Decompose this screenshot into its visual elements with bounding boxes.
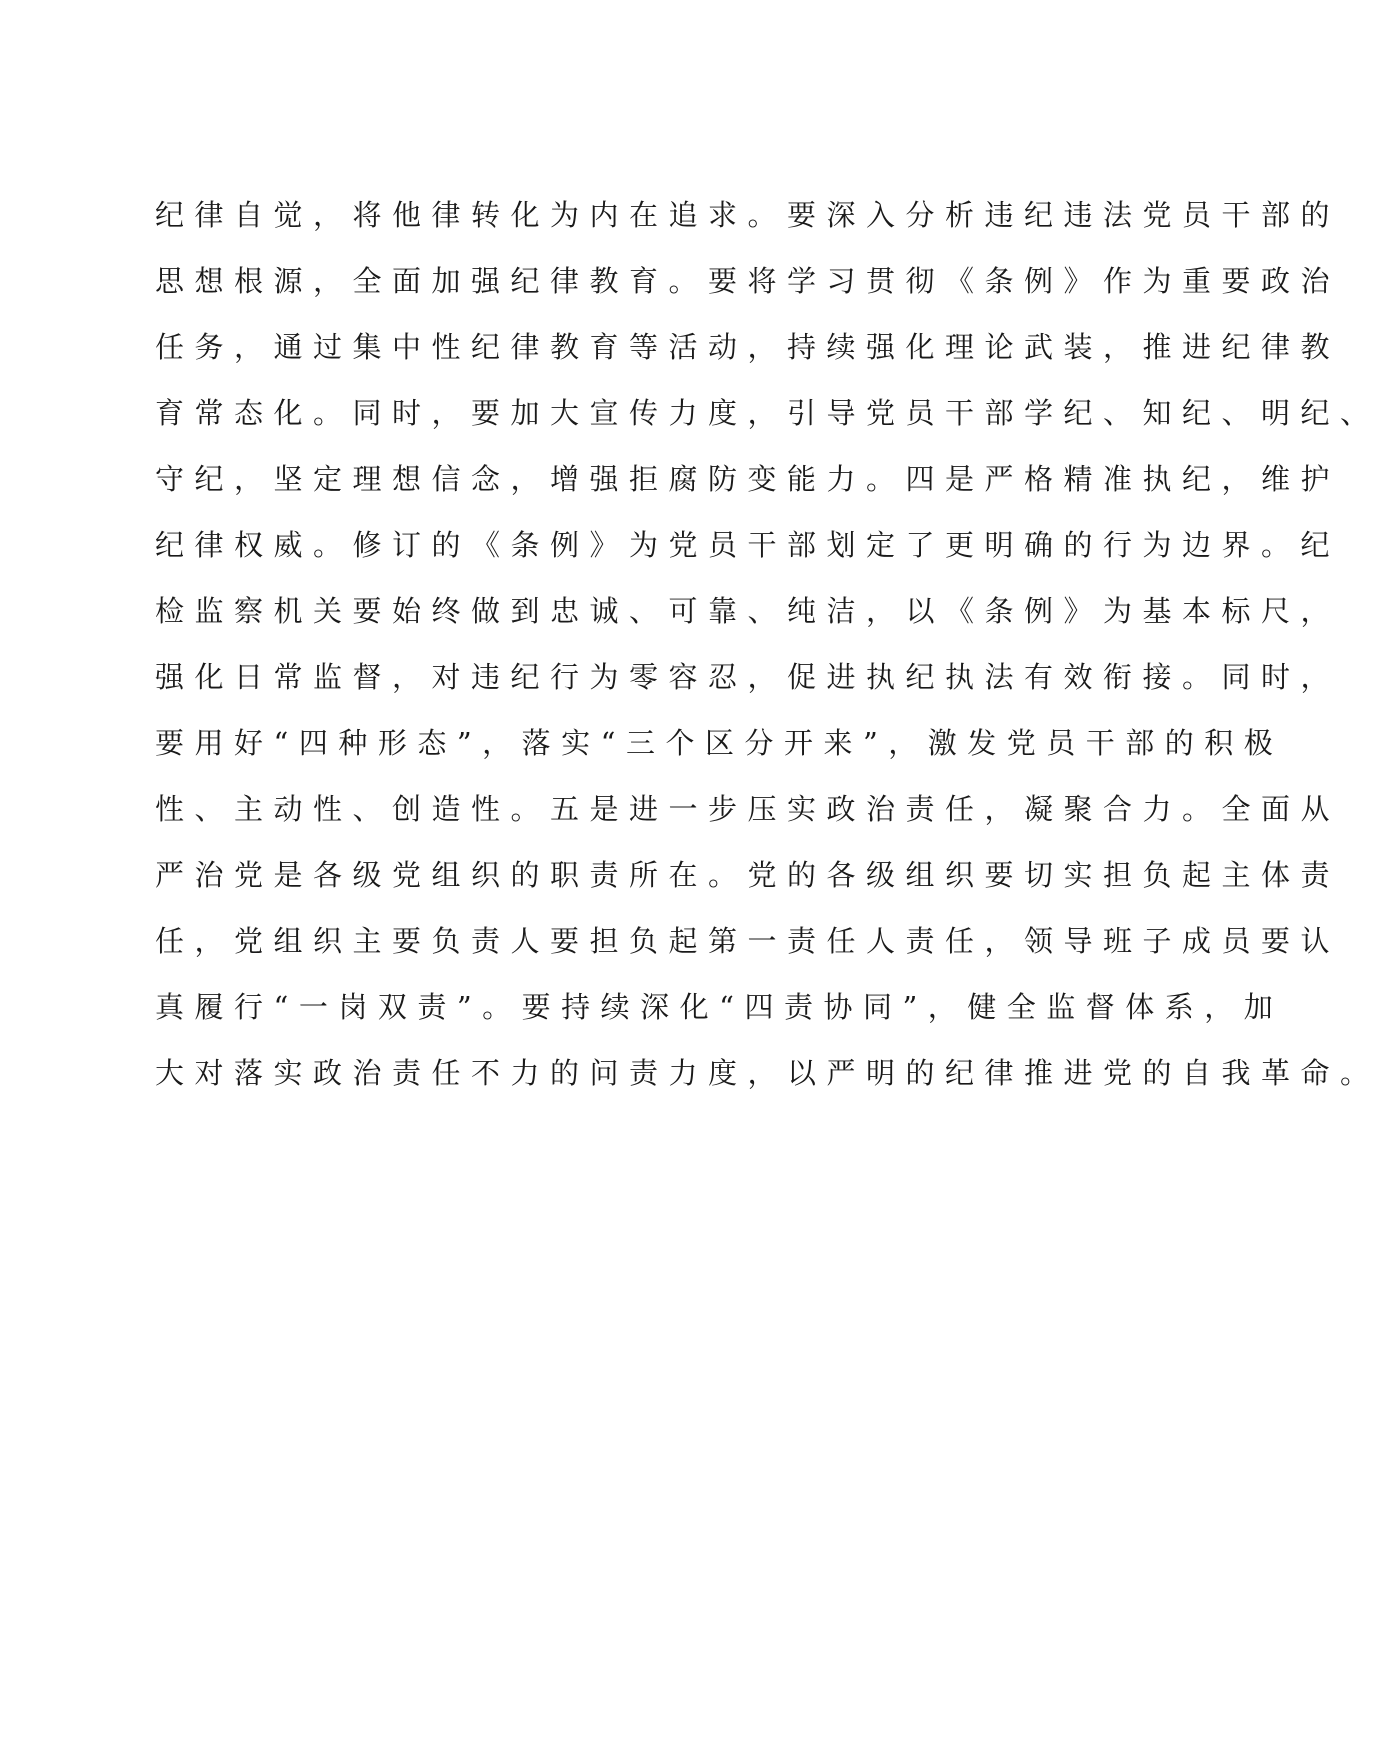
paragraph-line-11: 严治党是各级党组织的职责所在。党的各级组织要切实担负起主体责 (155, 858, 1341, 892)
paragraph-line-2: 思想根源，全面加强纪律教育。要将学习贯彻《条例》作为重要政治 (155, 264, 1341, 298)
paragraph-line-6: 纪律权威。修订的《条例》为党员干部划定了更明确的行为边界。纪 (155, 528, 1341, 562)
paragraph-line-4: 育常态化。同时，要加大宣传力度，引导党员干部学纪、知纪、明纪、 (155, 396, 1380, 430)
paragraph-line-3: 任务，通过集中性纪律教育等活动，持续强化理论武装，推进纪律教 (155, 330, 1341, 364)
paragraph-line-7: 检监察机关要始终做到忠诚、可靠、纯洁，以《条例》为基本标尺， (155, 594, 1341, 628)
paragraph-line-9: 要用好“四种形态”，落实“三个区分开来”，激发党员干部的积极 (155, 726, 1284, 760)
paragraph-line-8: 强化日常监督，对违纪行为零容忍，促进执纪执法有效衔接。同时， (155, 660, 1341, 694)
body-paragraph (155, 190, 1380, 1114)
paragraph-line-12: 任，党组织主要负责人要担负起第一责任人责任，领导班子成员要认 (155, 924, 1341, 958)
paragraph-line-1: 纪律自觉，将他律转化为内在追求。要深入分析违纪违法党员干部的 (155, 198, 1341, 232)
paragraph-line-14: 大对落实政治责任不力的问责力度，以严明的纪律推进党的自我革命。 (155, 1056, 1380, 1090)
paragraph-line-5: 守纪，坚定理想信念，增强拒腐防变能力。四是严格精准执纪，维护 (155, 462, 1341, 496)
paragraph-line-10: 性、主动性、创造性。五是进一步压实政治责任，凝聚合力。全面从 (155, 792, 1341, 826)
paragraph-line-13: 真履行“一岗双责”。要持续深化“四责协同”，健全监督体系，加 (155, 990, 1284, 1024)
